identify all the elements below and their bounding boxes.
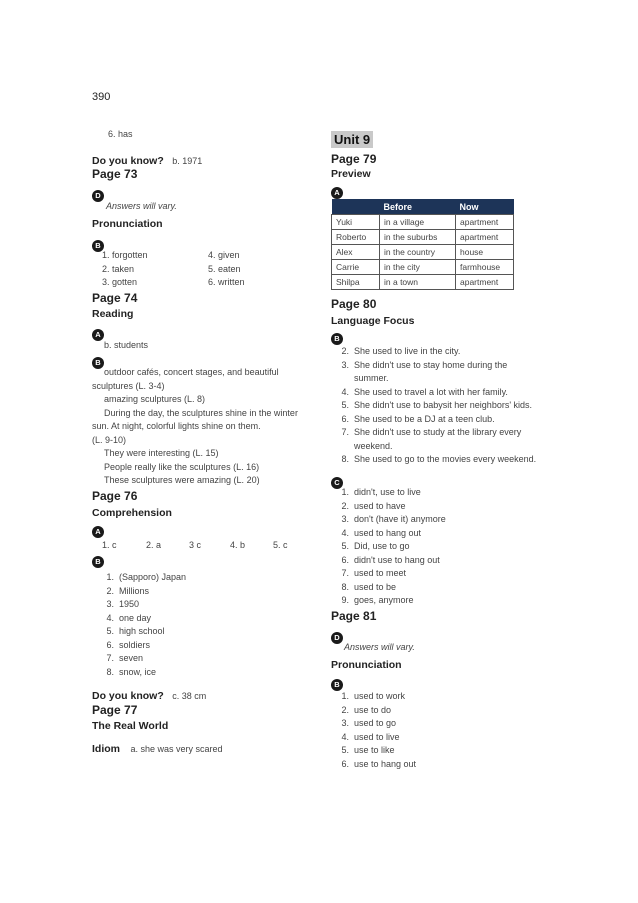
answer-line: People really like the sculptures (L. 16) <box>104 461 260 472</box>
comprehension-heading: Comprehension <box>92 507 172 519</box>
do-you-know-2 <box>92 686 206 704</box>
section-badge-c: C <box>331 477 343 489</box>
list-item: 7. used to meet <box>341 568 407 578</box>
list-item: 4. used to hang out <box>341 527 422 538</box>
answers-will-vary: Answers will vary. <box>106 201 177 211</box>
language-focus-b-list <box>335 345 545 467</box>
table-row: Alex in the country house <box>332 245 514 260</box>
section-badge-d: D <box>92 190 104 202</box>
do-you-know-answer: c. 38 cm <box>172 691 207 701</box>
section-badge-a: A <box>92 329 104 341</box>
page-80-heading: Page 80 <box>331 297 377 311</box>
list-item: 6. soldiers <box>106 639 151 650</box>
list-item: 4. one day <box>106 612 152 623</box>
table-row: Yuki in a village apartment <box>332 215 514 230</box>
list-item: 4. used to live <box>341 731 400 742</box>
list-item: 5. She didn't use to babysit her neighbors' kids. <box>341 400 533 410</box>
section-badge-b: B <box>331 333 343 345</box>
list-item: 1. forgotten <box>102 250 148 260</box>
table-header: Before <box>380 199 456 215</box>
page-73-heading: Page 73 <box>92 167 138 181</box>
reading-heading: Reading <box>92 308 134 320</box>
list-item: 9. goes, anymore <box>341 595 414 605</box>
language-focus-heading: Language Focus <box>331 315 415 327</box>
idiom-answer: a. she was very scared <box>130 744 223 754</box>
list-item: 6. use to hang out <box>341 758 417 769</box>
list-item: 5. use to like <box>341 745 395 755</box>
do-you-know-label: Do you know? <box>92 690 164 702</box>
idiom-row <box>92 739 223 757</box>
answers-will-vary: Answers will vary. <box>344 642 415 652</box>
answer-line: During the day, the sculptures shine in the winter <box>104 407 298 418</box>
list-item: 6. She used to be a DJ at a teen club. <box>341 413 495 424</box>
list-item: 2. She used to live in the city. <box>341 346 461 356</box>
list-item: 3. don't (have it) anymore <box>341 514 446 524</box>
list-item: 5. eaten <box>208 263 241 274</box>
list-item-continuation: summer. <box>354 373 389 383</box>
answer-line: amazing sculptures (L. 8) <box>104 394 206 404</box>
list-item: 4. given <box>208 250 240 260</box>
page-77-heading: Page 77 <box>92 703 138 717</box>
page-74-heading: Page 74 <box>92 291 138 305</box>
list-item: 3. 1950 <box>106 599 140 609</box>
list-item: 1. didn't, use to live <box>341 487 421 497</box>
section-badge-d: D <box>331 632 343 644</box>
list-item: 4. She used to travel a lot with her family. <box>341 386 508 397</box>
list-item: 6. written <box>208 277 245 287</box>
comp-a-4: 4. b <box>230 540 246 550</box>
answer-line: outdoor cafés, concert stages, and beautiful <box>104 367 279 377</box>
list-item: 8. snow, ice <box>106 666 157 677</box>
answer-line: These sculptures were amazing (L. 20) <box>104 475 260 485</box>
answer-line: sun. At night, colorful lights shine on them. <box>92 421 261 431</box>
pronunciation-heading: Pronunciation <box>331 659 402 671</box>
comp-a-3: 3 c <box>189 540 202 550</box>
answer-line: They were interesting (L. 15) <box>104 448 219 458</box>
list-item: 2. use to do <box>341 704 392 715</box>
list-item: 8. used to be <box>341 581 397 592</box>
list-item: 3. gotten <box>102 277 138 287</box>
table-header <box>332 199 380 215</box>
section-badge-a: A <box>331 187 343 199</box>
list-item-continuation: weekend. <box>354 440 393 451</box>
table-row: Roberto in the suburbs apartment <box>332 230 514 245</box>
list-item: 2. taken <box>102 263 135 274</box>
list-item: 1. used to work <box>341 691 406 701</box>
list-item: 3. used to go <box>341 718 397 728</box>
idiom-label: Idiom <box>92 743 120 755</box>
section-badge-b: B <box>92 357 104 369</box>
do-you-know-answer: b. 1971 <box>172 156 203 166</box>
comp-a-1: 1. c <box>102 540 117 550</box>
answer-line: (L. 9-10) <box>92 434 127 445</box>
section-badge-a: A <box>92 526 104 538</box>
language-focus-c-list <box>335 486 446 608</box>
list-item: 7. She didn't use to study at the library every <box>341 427 522 437</box>
unit-heading: Unit 9 <box>331 131 373 148</box>
reading-a-answer: b. students <box>104 340 149 350</box>
list-item: 7. seven <box>106 653 144 663</box>
list-item: 3. She didn't use to stay home during the <box>341 359 508 370</box>
list-item: 6. didn't use to hang out <box>341 554 440 565</box>
real-world-heading: The Real World <box>92 720 169 732</box>
list-item: 5. Did, use to go <box>341 541 410 551</box>
list-item: 2. Millions <box>106 585 150 596</box>
comprehension-b-list <box>100 571 186 679</box>
answer-line: sculptures (L. 3-4) <box>92 380 165 391</box>
answer-item-6: 6. has <box>108 129 133 139</box>
table-row: Shilpa in a town apartment <box>332 275 514 290</box>
table-header: Now <box>456 199 514 215</box>
page-number: 390 <box>92 91 111 103</box>
section-badge-b: B <box>92 240 104 252</box>
preview-table <box>331 199 514 290</box>
page-79-heading: Page 79 <box>331 152 377 166</box>
section-badge-b: B <box>331 679 343 691</box>
pronunciation-list-col1 <box>102 249 148 290</box>
do-you-know-label: Do you know? <box>92 155 164 167</box>
page-76-heading: Page 76 <box>92 489 138 503</box>
list-item: 2. used to have <box>341 500 406 511</box>
list-item: 5. high school <box>106 626 165 636</box>
list-item: 8. She used to go to the movies every weekend. <box>341 454 537 464</box>
page-81-heading: Page 81 <box>331 609 377 623</box>
pronunciation-list-col2 <box>208 249 245 290</box>
list-item: 1. (Sapporo) Japan <box>106 572 187 582</box>
comp-a-5: 5. c <box>273 540 288 550</box>
pronunciation-b-list <box>335 690 416 771</box>
reading-b-answers <box>92 366 317 488</box>
pronunciation-heading: Pronunciation <box>92 218 163 230</box>
table-row: Carrie in the city farmhouse <box>332 260 514 275</box>
comp-a-2: 2. a <box>146 540 162 550</box>
section-badge-b: B <box>92 556 104 568</box>
preview-heading: Preview <box>331 168 371 180</box>
